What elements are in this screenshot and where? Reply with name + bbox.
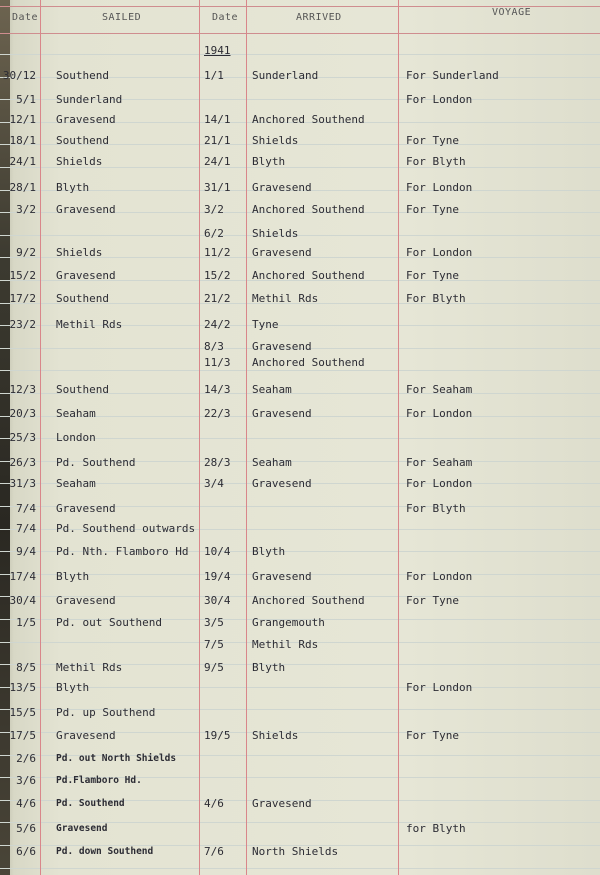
sailed-place: Blyth — [56, 181, 90, 194]
arrived-place: North Shields — [252, 845, 339, 858]
sailed-date: 6/6 — [16, 845, 36, 858]
voyage: For Seaham — [406, 456, 473, 469]
sailed-date: 30/4 — [9, 594, 36, 607]
arrived-place: Gravesend — [252, 407, 312, 420]
arrived-place: Blyth — [252, 661, 286, 674]
header-sailed: SAILED — [102, 12, 142, 23]
sailed-place: Southend — [56, 134, 109, 147]
sailed-date: 31/3 — [9, 477, 36, 490]
voyage: For Tyne — [406, 269, 459, 282]
arrived-place: Blyth — [252, 545, 286, 558]
voyage: For London — [406, 681, 473, 694]
sailed-date: 4/6 — [16, 797, 36, 810]
column-divider-arrived-date — [199, 0, 200, 875]
arrived-date: 22/3 — [204, 407, 231, 420]
sailed-place: London — [56, 431, 96, 444]
header-arrived-date: Date — [212, 12, 239, 23]
voyage: for Blyth — [406, 822, 466, 835]
arrived-place: Gravesend — [252, 797, 312, 810]
sailed-place: Pd. Nth. Flamboro Hd — [56, 545, 189, 558]
voyage: For London — [406, 181, 473, 194]
sailed-place: Shields — [56, 155, 103, 168]
sailed-date: 28/1 — [9, 181, 36, 194]
ruled-line — [0, 54, 600, 55]
voyage: For London — [406, 570, 473, 583]
ruled-line — [0, 235, 600, 236]
arrived-place: Seaham — [252, 383, 292, 396]
ruled-line — [0, 370, 600, 371]
header-sailed-date: Date — [12, 12, 39, 23]
voyage: For Tyne — [406, 594, 459, 607]
sailed-date: 18/1 — [9, 134, 36, 147]
sailed-place: Gravesend — [56, 502, 116, 515]
arrived-place: Gravesend — [252, 246, 312, 259]
voyage: For Blyth — [406, 155, 466, 168]
sailed-place: Gravesend — [56, 113, 116, 126]
arrived-date: 3/5 — [204, 616, 224, 629]
sailed-date: 26/3 — [9, 456, 36, 469]
sailed-place: Pd. out North Shields — [56, 753, 177, 764]
voyage: For London — [406, 477, 473, 490]
sailed-place: Methil Rds — [56, 318, 123, 331]
arrived-date: 14/1 — [204, 113, 231, 126]
voyage: For Sunderland — [406, 69, 499, 82]
arrived-date: 11/2 — [204, 246, 231, 259]
arrived-place: Anchored Southend — [252, 356, 365, 369]
arrived-date: 6/2 — [204, 227, 224, 240]
sailed-date: 30/12 — [2, 69, 36, 82]
sailed-date: 17/4 — [9, 570, 36, 583]
voyage: For Blyth — [406, 502, 466, 515]
year-heading: 1941 — [204, 44, 231, 57]
sailed-date: 5/6 — [16, 822, 36, 835]
sailed-place: Pd. down Southend — [56, 846, 154, 857]
arrived-date: 11/3 — [204, 356, 231, 369]
arrived-place: Blyth — [252, 155, 286, 168]
header-voyage: VOYAGE — [492, 7, 532, 18]
sailed-date: 25/3 — [9, 431, 36, 444]
arrived-place: Anchored Southend — [252, 113, 365, 126]
column-divider-sailed — [40, 0, 41, 875]
arrived-place: Gravesend — [252, 570, 312, 583]
sailed-date: 7/4 — [16, 522, 36, 535]
sailed-place: Gravesend — [56, 823, 108, 834]
arrived-date: 24/2 — [204, 318, 231, 331]
sailed-place: Seaham — [56, 407, 96, 420]
sailed-place: Gravesend — [56, 594, 116, 607]
voyage: For Seaham — [406, 383, 473, 396]
sailed-date: 23/2 — [9, 318, 36, 331]
ruled-line — [0, 868, 600, 869]
arrived-place: Gravesend — [252, 477, 312, 490]
sailed-place: Blyth — [56, 570, 90, 583]
sailed-date: 20/3 — [9, 407, 36, 420]
arrived-place: Shields — [252, 134, 299, 147]
sailed-date: 17/5 — [9, 729, 36, 742]
voyage: For Tyne — [406, 729, 459, 742]
arrived-date: 3/4 — [204, 477, 224, 490]
arrived-date: 19/4 — [204, 570, 231, 583]
column-divider-arrived — [246, 0, 247, 875]
sailed-place: Methil Rds — [56, 661, 123, 674]
column-divider-voyage — [398, 0, 399, 875]
header-bottom-rule — [0, 33, 600, 34]
arrived-date: 1/1 — [204, 69, 224, 82]
sailed-place: Southend — [56, 383, 109, 396]
sailed-date: 3/6 — [16, 774, 36, 787]
voyage: For Blyth — [406, 292, 466, 305]
sailed-date: 9/4 — [16, 545, 36, 558]
sailed-date: 3/2 — [16, 203, 36, 216]
sailed-place: Shields — [56, 246, 103, 259]
arrived-date: 8/3 — [204, 340, 224, 353]
arrived-date: 4/6 — [204, 797, 224, 810]
sailed-date: 9/2 — [16, 246, 36, 259]
sailed-place: Pd. up Southend — [56, 706, 156, 719]
sailed-date: 24/1 — [9, 155, 36, 168]
arrived-place: Seaham — [252, 456, 292, 469]
voyage: For London — [406, 246, 473, 259]
sailed-date: 12/1 — [9, 113, 36, 126]
sailed-place: Blyth — [56, 681, 90, 694]
sailed-place: Seaham — [56, 477, 96, 490]
arrived-date: 9/5 — [204, 661, 224, 674]
arrived-date: 30/4 — [204, 594, 231, 607]
arrived-date: 15/2 — [204, 269, 231, 282]
sailed-date: 5/1 — [16, 93, 36, 106]
sailed-date: 7/4 — [16, 502, 36, 515]
arrived-date: 10/4 — [204, 545, 231, 558]
sailed-place: Pd. Southend — [56, 456, 136, 469]
voyage: For Tyne — [406, 203, 459, 216]
sailed-date: 15/5 — [9, 706, 36, 719]
sailed-place: Gravesend — [56, 269, 116, 282]
arrived-place: Anchored Southend — [252, 203, 365, 216]
sailed-place: Sunderland — [56, 93, 123, 106]
sailed-date: 13/5 — [9, 681, 36, 694]
sailed-date: 1/5 — [16, 616, 36, 629]
sailed-date: 17/2 — [9, 292, 36, 305]
sailed-place: Pd.Flamboro Hd. — [56, 775, 142, 786]
arrived-date: 7/6 — [204, 845, 224, 858]
sailed-date: 8/5 — [16, 661, 36, 674]
voyage: For London — [406, 407, 473, 420]
arrived-place: Gravesend — [252, 181, 312, 194]
arrived-place: Anchored Southend — [252, 594, 365, 607]
sailed-place: Pd. Southend outwards — [56, 522, 196, 535]
arrived-date: 7/5 — [204, 638, 224, 651]
arrived-place: Shields — [252, 227, 299, 240]
arrived-date: 24/1 — [204, 155, 231, 168]
arrived-date: 31/1 — [204, 181, 231, 194]
arrived-date: 21/2 — [204, 292, 231, 305]
arrived-place: Grangemouth — [252, 616, 325, 629]
arrived-date: 19/5 — [204, 729, 231, 742]
arrived-date: 28/3 — [204, 456, 231, 469]
arrived-place: Methil Rds — [252, 292, 319, 305]
sailed-place: Pd. out Southend — [56, 616, 162, 629]
voyage: For Tyne — [406, 134, 459, 147]
ruled-line — [0, 687, 600, 688]
header-arrived: ARRIVED — [296, 12, 342, 23]
sailed-place: Southend — [56, 292, 109, 305]
arrived-place: Tyne — [252, 318, 279, 331]
arrived-place: Methil Rds — [252, 638, 319, 651]
arrived-place: Shields — [252, 729, 299, 742]
arrived-place: Gravesend — [252, 340, 312, 353]
sailed-place: Gravesend — [56, 203, 116, 216]
voyage: For London — [406, 93, 473, 106]
sailed-date: 15/2 — [9, 269, 36, 282]
sailed-date: 2/6 — [16, 752, 36, 765]
arrived-date: 14/3 — [204, 383, 231, 396]
arrived-place: Sunderland — [252, 69, 319, 82]
arrived-place: Anchored Southend — [252, 269, 365, 282]
sailed-place: Southend — [56, 69, 109, 82]
arrived-date: 21/1 — [204, 134, 231, 147]
sailed-place: Gravesend — [56, 729, 116, 742]
arrived-date: 3/2 — [204, 203, 224, 216]
sailed-date: 12/3 — [9, 383, 36, 396]
sailed-place: Pd. Southend — [56, 798, 125, 809]
